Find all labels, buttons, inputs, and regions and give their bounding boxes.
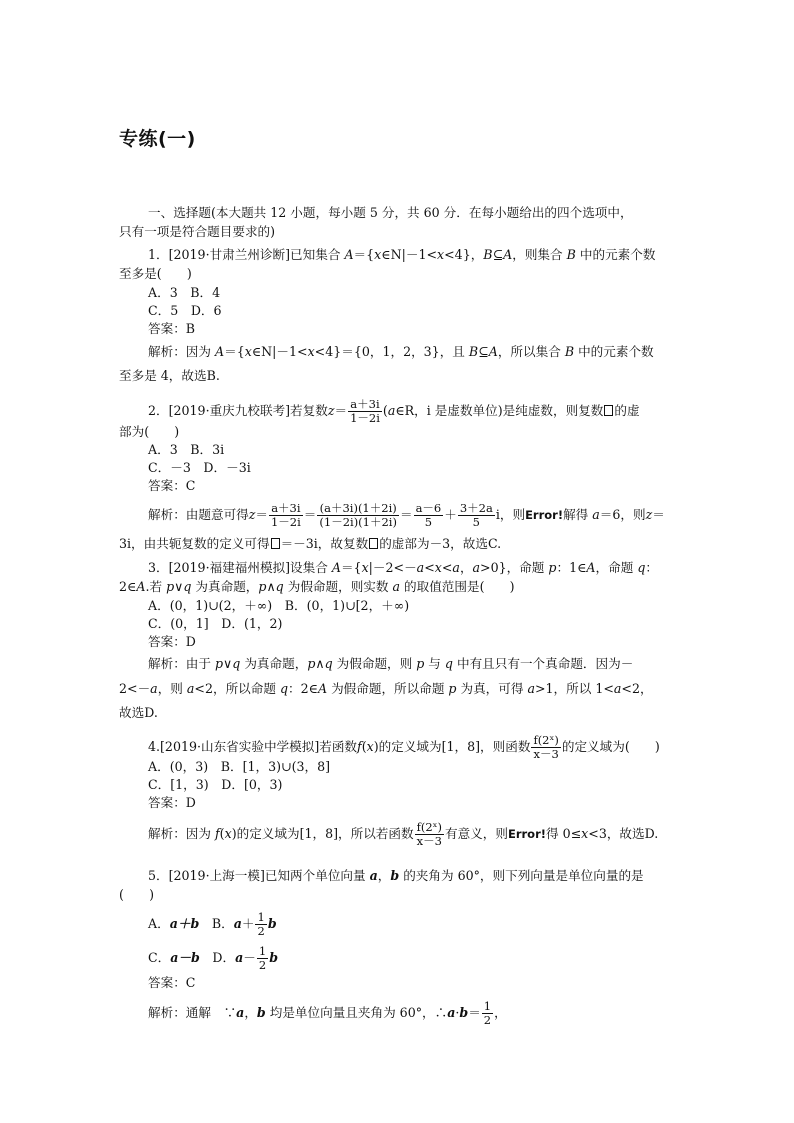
q2-options-cd: C．－3 D．－3i	[148, 460, 251, 475]
q1-stem-line-2: 至多是( )	[119, 266, 192, 281]
q5-stem-line-1	[148, 868, 644, 884]
fraction-numerator: 1	[258, 944, 267, 958]
text: ∈R，i 是虚数单位)是纯虚数，则复数	[395, 403, 604, 418]
math: q	[232, 656, 241, 671]
text: ∈N|－1<	[251, 344, 308, 359]
math: x	[434, 560, 442, 575]
text: )的定义域为[1，8]，则函数	[373, 739, 531, 754]
fraction	[531, 734, 560, 761]
fraction	[255, 911, 266, 938]
math: q	[444, 656, 453, 671]
fraction-numerator: 3＋2a	[459, 501, 493, 515]
fraction-numerator: 1	[257, 910, 265, 924]
text: ＝6，则	[599, 507, 646, 522]
text: ，所以集合	[497, 344, 565, 359]
text: (	[361, 739, 367, 754]
text: 解析：由于	[148, 656, 215, 671]
q2-answer: 答案：C	[148, 478, 196, 493]
text: 4.[2019·山东省实验中学模拟]若函数	[148, 739, 358, 754]
fraction-denominator: 2	[483, 1013, 492, 1027]
text: 解析：因为	[148, 344, 215, 359]
q3-stem-line-2	[119, 579, 515, 595]
text: 1．[2019·甘肃兰州诊断]已知集合	[148, 247, 345, 262]
fraction-denominator: 1－2i	[350, 411, 380, 425]
text: ：	[645, 560, 658, 575]
text: >1，所以 1<	[534, 681, 614, 696]
text: )的定义域为[1，8]，所以若函数	[231, 826, 414, 841]
text: 的虚	[614, 403, 640, 418]
text: 5．[2019·上海一模]已知两个单位向量	[148, 868, 370, 883]
text: 解析：因为	[148, 826, 215, 841]
text: 的取值范围是( )	[400, 579, 515, 594]
q2-stem-line-1	[148, 398, 640, 425]
math: a	[392, 579, 401, 594]
q1-options-cd: C．5 D．6	[148, 303, 222, 318]
section-header-line-2: 只有一项是符合题目要求的)	[119, 224, 276, 239]
q3-explanation-line-3: 故选D.	[119, 705, 158, 720]
math: B	[468, 344, 479, 359]
math: a	[150, 681, 158, 696]
text: －	[243, 950, 256, 965]
math: A	[331, 560, 341, 575]
text: <4}，	[444, 247, 484, 262]
q3-options-cd: C．(0，1] D．(1，2)	[148, 616, 283, 631]
text: ，	[377, 868, 391, 883]
text: <	[441, 560, 453, 575]
text: ＝{	[340, 560, 362, 575]
q5-answer: 答案：C	[148, 975, 196, 990]
q1-options-ab: A．3 B．4	[148, 285, 221, 300]
math: a	[387, 403, 396, 418]
text: (	[382, 403, 388, 418]
math: a	[613, 681, 622, 696]
text: C．	[148, 950, 171, 965]
text: ＝	[652, 507, 665, 522]
math: a	[527, 681, 535, 696]
q3-answer: 答案：D	[148, 634, 196, 649]
text: ＝	[303, 507, 317, 522]
vector: a－b	[170, 950, 200, 965]
text: 为假命题，则	[332, 656, 417, 671]
math: q	[275, 579, 284, 594]
text: 的夹角为 60°，则下列向量是单位向量的是	[399, 868, 644, 883]
fraction-numerator: 1	[483, 999, 492, 1013]
text: 得 0≤	[545, 826, 582, 841]
text: A．	[148, 916, 170, 931]
text: <3，故选D.	[588, 826, 659, 841]
q2-options-ab: A．3 B．3i	[148, 442, 225, 457]
q5-explanation-line-1	[148, 1000, 507, 1027]
text: 为真命题，	[191, 579, 259, 594]
text: ＝－3i，故复数	[280, 536, 369, 551]
text: >0}，命题	[480, 560, 549, 575]
vector: b	[390, 868, 400, 883]
section-header-line-1: 一、选择题(本大题共 12 小题，每小题 5 分，共 60 分．在每小题给出的四个选项中，	[148, 205, 633, 220]
vector: b	[256, 1005, 266, 1020]
text: ∧	[266, 579, 276, 594]
math: A	[488, 344, 498, 359]
text: D．	[199, 950, 236, 965]
missing-glyph-box	[369, 538, 378, 549]
text: 解析：通解 ∵	[148, 1005, 237, 1020]
q4-options-cd: C．[1，3) D．[0，3)	[148, 777, 283, 792]
text: i，则	[495, 507, 526, 522]
text: ∧	[315, 656, 325, 671]
math: a	[472, 560, 481, 575]
text: 为真命题，	[240, 656, 308, 671]
math: a	[416, 560, 425, 575]
text: ，命题	[595, 560, 638, 575]
fraction	[269, 502, 303, 529]
math: p	[307, 656, 316, 671]
math: x	[581, 826, 589, 841]
math: a	[452, 560, 460, 575]
q3-explanation-line-1	[148, 656, 633, 672]
math: q	[324, 656, 333, 671]
text: ＝	[255, 507, 268, 522]
q4-stem-line-1	[148, 734, 660, 761]
text: ∨	[174, 579, 184, 594]
math: A	[136, 579, 146, 594]
text: 的虚部为－3，故选C.	[379, 536, 502, 551]
math: B	[483, 247, 493, 262]
text: B．	[199, 916, 234, 931]
text: ⊆	[492, 247, 504, 262]
fraction	[415, 821, 444, 848]
text: <2，	[621, 681, 653, 696]
q2-explanation-line-2	[119, 536, 501, 552]
error-placeholder: Error!	[507, 827, 546, 841]
text: .若	[145, 579, 167, 594]
math: A	[503, 247, 513, 262]
math: x	[224, 826, 232, 841]
text: 3i，由共轭复数的定义可得	[119, 536, 270, 551]
vector: b	[269, 950, 278, 965]
math: q	[637, 560, 646, 575]
q5-options-cd	[148, 945, 278, 972]
math: x	[244, 344, 252, 359]
q1-explanation-line-1	[148, 344, 654, 360]
math: a	[186, 681, 195, 696]
text: 有意义，则	[445, 826, 508, 841]
text: ＝	[399, 507, 413, 522]
q5-options-ab	[148, 911, 277, 938]
text: 解析：由题意可得	[148, 507, 249, 522]
math: z	[327, 403, 335, 418]
text: ，则集合	[512, 247, 567, 262]
math: A	[586, 560, 596, 575]
fraction-numerator: a＋3i	[269, 502, 303, 516]
vector: a	[236, 1005, 245, 1020]
math: p	[214, 656, 224, 671]
math: a	[592, 507, 600, 522]
vector: a	[235, 950, 244, 965]
text: ·	[455, 1005, 460, 1020]
math: x	[374, 247, 382, 262]
fraction-denominator: 2	[257, 924, 265, 938]
fraction-numerator: (a＋3i)(1＋2i)	[317, 502, 399, 516]
text: ，	[459, 560, 473, 575]
fraction	[257, 945, 268, 972]
q1-answer: 答案：B	[148, 321, 196, 336]
text: 为假命题，所以命题	[327, 681, 449, 696]
q5-stem-line-2: ( )	[119, 887, 155, 902]
text: ＝{	[224, 344, 245, 359]
math: p	[258, 579, 267, 594]
fraction	[348, 398, 382, 425]
text: 的定义域为( )	[561, 739, 660, 754]
fraction-denominator: 2	[258, 958, 267, 972]
math: z	[645, 507, 653, 522]
math: q	[279, 681, 289, 696]
text: ：1∈	[556, 560, 587, 575]
fraction-numerator: a－6	[415, 501, 442, 515]
text: 与	[424, 656, 445, 671]
fraction-denominator: (1－2i)(1＋2i)	[319, 515, 397, 529]
q3-stem-line-1	[148, 560, 658, 576]
text: <2，所以命题	[194, 681, 280, 696]
math: B	[564, 344, 575, 359]
text: ，	[494, 1005, 507, 1020]
text: ∈N|－1<	[381, 247, 438, 262]
fraction-denominator: 5	[472, 515, 480, 529]
text: <4}＝{0，1，2，3}，且	[314, 344, 469, 359]
text: ：2∈	[288, 681, 318, 696]
q4-options-ab: A．(0，3) B．[1，3)∪(3，8]	[148, 759, 331, 774]
text: 3．[2019·福建福州模拟]设集合	[148, 560, 332, 575]
vector: a	[447, 1005, 456, 1020]
text: ⊆	[478, 344, 489, 359]
missing-glyph-box	[604, 405, 613, 416]
q1-explanation-line-2: 至多是 4，故选B.	[119, 368, 220, 383]
text: ＝{	[353, 247, 375, 262]
text: ＝	[334, 403, 348, 418]
fraction-numerator: a＋3i	[348, 398, 382, 412]
text: |－2<－	[368, 560, 417, 575]
math: f	[214, 826, 220, 841]
math: p	[448, 681, 457, 696]
vector: b	[459, 1005, 469, 1020]
text: 中的元素个数	[575, 247, 656, 262]
vector: a	[233, 916, 242, 931]
text: 为假命题，则实数	[283, 579, 393, 594]
missing-glyph-box	[271, 538, 280, 549]
text: 中的元素个数	[574, 344, 654, 359]
text: 均是单位向量且夹角为 60°，∴	[265, 1005, 448, 1020]
math: p	[416, 656, 425, 671]
q2-explanation-line-1	[148, 502, 665, 529]
math: x	[361, 560, 369, 575]
fraction-denominator: x－3	[416, 834, 442, 848]
math: B	[566, 247, 576, 262]
vector: a＋b	[169, 916, 200, 931]
text: 中有且只有一个真命题．因为－	[452, 656, 634, 671]
fraction-denominator: x－3	[533, 747, 559, 761]
q3-explanation-line-2	[119, 681, 653, 697]
text: ∨	[223, 656, 233, 671]
math: p	[548, 560, 557, 575]
text: ，	[244, 1005, 257, 1020]
fraction	[317, 502, 399, 529]
text: ＝	[468, 1005, 481, 1020]
text: ＋	[241, 916, 255, 931]
math: p	[166, 579, 175, 594]
text: <	[424, 560, 435, 575]
math: f	[357, 739, 362, 754]
math: x	[366, 739, 374, 754]
page-title: 专练(一)	[119, 128, 196, 150]
math: z	[248, 507, 256, 522]
math: q	[183, 579, 192, 594]
fraction	[458, 502, 495, 529]
fraction-denominator: 1－2i	[270, 515, 301, 529]
vector: b	[267, 916, 277, 931]
math: x	[437, 247, 445, 262]
q4-answer: 答案：D	[148, 795, 196, 810]
fraction	[414, 502, 444, 529]
text: 2∈	[119, 579, 137, 594]
fraction-numerator: f(2ˣ)	[533, 733, 559, 747]
vector: a	[369, 868, 378, 883]
text: 2．[2019·重庆九校联考]若复数	[148, 403, 328, 418]
q2-stem-line-2: 部为( )	[119, 424, 180, 439]
text: ，则	[157, 681, 187, 696]
math: x	[307, 344, 315, 359]
q3-options-ab: A．(0，1)∪(2，＋∞) B．(0，1)∪[2，＋∞)	[148, 598, 410, 613]
q4-explanation-line-1	[148, 821, 658, 848]
math: A	[344, 247, 354, 262]
fraction	[482, 1000, 493, 1027]
fraction-denominator: 5	[424, 515, 433, 529]
math: A	[214, 344, 225, 359]
math: A	[317, 681, 328, 696]
fraction-numerator: f(2ˣ)	[416, 820, 442, 834]
text: 为真，可得	[456, 681, 528, 696]
q1-stem-line-1	[148, 247, 655, 263]
error-placeholder: Error!	[525, 508, 564, 522]
text: 2<－	[119, 681, 151, 696]
text: (	[219, 826, 225, 841]
text: 解得	[563, 507, 593, 522]
text: ＋	[444, 507, 457, 522]
